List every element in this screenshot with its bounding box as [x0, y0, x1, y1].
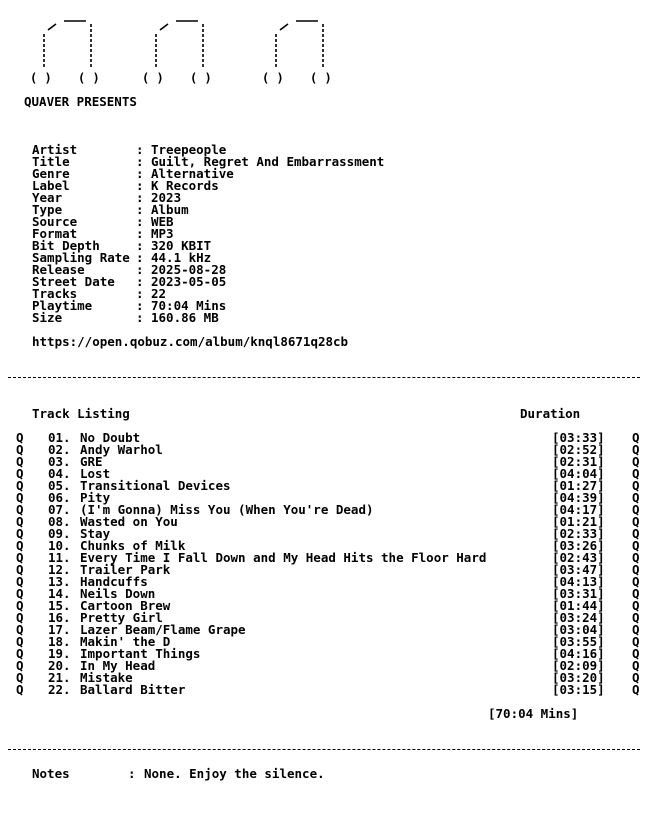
- info-separator: :: [136, 286, 144, 301]
- track-marker-right: Q: [632, 562, 640, 577]
- track-marker-right: Q: [632, 514, 640, 529]
- info-separator: :: [136, 178, 144, 193]
- info-value: 320 KBIT: [151, 238, 212, 253]
- track-duration: [03:24]: [552, 610, 605, 625]
- track-marker-right: Q: [632, 466, 640, 481]
- info-separator: :: [136, 310, 144, 325]
- track-marker-left: Q: [16, 682, 24, 697]
- info-label: Tracks: [32, 286, 78, 301]
- track-title: GRE: [80, 454, 103, 469]
- notes-label: Notes: [32, 766, 70, 781]
- track-title: Neils Down: [80, 586, 156, 601]
- info-separator: :: [136, 250, 144, 265]
- track-marker-right: Q: [632, 430, 640, 445]
- track-listing-heading: Track Listing: [32, 406, 130, 421]
- track-marker-right: Q: [632, 658, 640, 673]
- track-marker-right: Q: [632, 526, 640, 541]
- track-marker-right: Q: [632, 646, 640, 661]
- track-duration: [02:43]: [552, 550, 605, 565]
- track-number: 05.: [48, 478, 71, 493]
- info-value: Alternative: [151, 166, 234, 181]
- album-url[interactable]: https://open.qobuz.com/album/knql8671q28cb: [32, 334, 349, 349]
- track-marker-right: Q: [632, 550, 640, 565]
- track-duration: [02:09]: [552, 658, 605, 673]
- info-separator: :: [136, 298, 144, 313]
- track-marker-right: Q: [632, 502, 640, 517]
- total-duration: [70:04 Mins]: [488, 706, 579, 721]
- track-title: Handcuffs: [80, 574, 148, 589]
- track-duration: [01:27]: [552, 478, 605, 493]
- info-value: Guilt, Regret And Embarrassment: [151, 154, 385, 169]
- track-duration: [03:31]: [552, 586, 605, 601]
- track-marker-right: Q: [632, 478, 640, 493]
- track-number: 04.: [48, 466, 71, 481]
- track-number: 06.: [48, 490, 71, 505]
- track-number: 02.: [48, 442, 71, 457]
- track-marker-right: Q: [632, 610, 640, 625]
- track-number: 15.: [48, 598, 71, 613]
- svg-text:( ): ( ): [262, 71, 284, 85]
- track-title: Cartoon Brew: [80, 598, 171, 613]
- track-marker-left: Q: [16, 526, 24, 541]
- track-duration: [03:20]: [552, 670, 605, 685]
- track-duration: [03:33]: [552, 430, 605, 445]
- track-marker-left: Q: [16, 430, 24, 445]
- track-marker-left: Q: [16, 442, 24, 457]
- info-separator: :: [136, 226, 144, 241]
- track-marker-right: Q: [632, 454, 640, 469]
- track-marker-left: Q: [16, 562, 24, 577]
- track-marker-right: Q: [632, 574, 640, 589]
- track-marker-right: Q: [632, 670, 640, 685]
- info-label: Bit Depth: [32, 238, 100, 253]
- svg-text:( ): ( ): [310, 71, 332, 85]
- track-marker-right: Q: [632, 538, 640, 553]
- track-duration: [04:13]: [552, 574, 605, 589]
- info-label: Artist: [32, 142, 78, 157]
- track-duration: [02:31]: [552, 454, 605, 469]
- info-value: MP3: [151, 226, 174, 241]
- track-number: 13.: [48, 574, 71, 589]
- track-marker-left: Q: [16, 658, 24, 673]
- svg-text:( ): ( ): [142, 71, 164, 85]
- info-row: [0, 312, 648, 324]
- info-row: [0, 216, 648, 228]
- track-title: Pity: [80, 490, 111, 505]
- info-value: 2025-08-28: [151, 262, 227, 277]
- track-number: 18.: [48, 634, 71, 649]
- info-value: WEB: [151, 214, 174, 229]
- track-title: Mistake: [80, 670, 133, 685]
- info-row: [0, 204, 648, 216]
- track-title: In My Head: [80, 658, 156, 673]
- info-value: 160.86 MB: [151, 310, 219, 325]
- track-duration: [02:33]: [552, 526, 605, 541]
- track-marker-left: Q: [16, 622, 24, 637]
- track-title: Lost: [80, 466, 111, 481]
- track-marker-left: Q: [16, 502, 24, 517]
- info-separator: :: [136, 262, 144, 277]
- info-label: Sampling Rate: [32, 250, 130, 265]
- track-number: 12.: [48, 562, 71, 577]
- info-label: Title: [32, 154, 70, 169]
- track-duration: [04:17]: [552, 502, 605, 517]
- track-duration: [03:55]: [552, 634, 605, 649]
- track-title: No Doubt: [80, 430, 141, 445]
- info-separator: :: [136, 154, 144, 169]
- track-number: 16.: [48, 610, 71, 625]
- info-row: [0, 300, 648, 312]
- info-separator: :: [136, 166, 144, 181]
- track-marker-right: Q: [632, 586, 640, 601]
- track-title: Ballard Bitter: [80, 682, 186, 697]
- track-duration: [04:04]: [552, 466, 605, 481]
- track-marker-left: Q: [16, 454, 24, 469]
- track-number: 22.: [48, 682, 71, 697]
- track-marker-left: Q: [16, 610, 24, 625]
- track-number: 01.: [48, 430, 71, 445]
- track-number: 17.: [48, 622, 71, 637]
- track-duration: [01:44]: [552, 598, 605, 613]
- svg-text:( ): ( ): [30, 71, 52, 85]
- track-duration: [02:52]: [552, 442, 605, 457]
- track-marker-left: Q: [16, 646, 24, 661]
- track-title: Every Time I Fall Down and My Head Hits the Floor Hard: [80, 550, 487, 565]
- track-marker-left: Q: [16, 550, 24, 565]
- track-duration: [03:26]: [552, 538, 605, 553]
- track-duration: [03:47]: [552, 562, 605, 577]
- track-number: 20.: [48, 658, 71, 673]
- info-value: Treepeople: [151, 142, 227, 157]
- track-row: [0, 684, 648, 696]
- track-title: Stay: [80, 526, 111, 541]
- track-title: Pretty Girl: [80, 610, 163, 625]
- track-marker-right: Q: [632, 622, 640, 637]
- quaver-notes-icon: [28, 14, 348, 86]
- info-value: 70:04 Mins: [151, 298, 227, 313]
- info-separator: :: [136, 190, 144, 205]
- svg-text:( ): ( ): [190, 71, 212, 85]
- info-row: [0, 168, 648, 180]
- svg-text:( ): ( ): [78, 71, 100, 85]
- track-title: Chunks of Milk: [80, 538, 186, 553]
- track-marker-left: Q: [16, 478, 24, 493]
- notes-value: None. Enjoy the silence.: [144, 766, 325, 781]
- track-title: Trailer Park: [80, 562, 171, 577]
- track-number: 09.: [48, 526, 71, 541]
- track-marker-left: Q: [16, 490, 24, 505]
- track-number: 03.: [48, 454, 71, 469]
- info-value: K Records: [151, 178, 219, 193]
- track-number: 07.: [48, 502, 71, 517]
- divider-bottom: [8, 749, 640, 750]
- track-title: Lazer Beam/Flame Grape: [80, 622, 246, 637]
- info-label: Genre: [32, 166, 70, 181]
- track-marker-left: Q: [16, 598, 24, 613]
- track-title: Important Things: [80, 646, 201, 661]
- track-number: 10.: [48, 538, 71, 553]
- info-label: Street Date: [32, 274, 115, 289]
- track-title: Andy Warhol: [80, 442, 163, 457]
- info-label: Type: [32, 202, 63, 217]
- info-value: Album: [151, 202, 189, 217]
- info-row: [0, 288, 648, 300]
- track-duration: [01:21]: [552, 514, 605, 529]
- track-marker-left: Q: [16, 514, 24, 529]
- track-title: Transitional Devices: [80, 478, 231, 493]
- info-label: Playtime: [32, 298, 93, 313]
- info-label: Release: [32, 262, 85, 277]
- info-label: Size: [32, 310, 63, 325]
- track-number: 14.: [48, 586, 71, 601]
- info-label: Format: [32, 226, 78, 241]
- info-separator: :: [136, 202, 144, 217]
- track-marker-right: Q: [632, 598, 640, 613]
- info-separator: :: [136, 214, 144, 229]
- track-number: 08.: [48, 514, 71, 529]
- track-marker-right: Q: [632, 634, 640, 649]
- info-row: [0, 276, 648, 288]
- track-title: Wasted on You: [80, 514, 178, 529]
- info-label: Source: [32, 214, 78, 229]
- track-marker-left: Q: [16, 466, 24, 481]
- track-number: 11.: [48, 550, 71, 565]
- quaver-logo: [28, 14, 348, 86]
- track-duration: [03:15]: [552, 682, 605, 697]
- track-duration: [04:39]: [552, 490, 605, 505]
- info-label: Label: [32, 178, 70, 193]
- track-marker-right: Q: [632, 682, 640, 697]
- info-separator: :: [136, 238, 144, 253]
- duration-heading: Duration: [520, 406, 581, 421]
- notes-separator: :: [128, 766, 136, 781]
- info-row: [0, 192, 648, 204]
- info-label: Year: [32, 190, 63, 205]
- track-marker-left: Q: [16, 586, 24, 601]
- track-number: 21.: [48, 670, 71, 685]
- track-duration: [03:04]: [552, 622, 605, 637]
- info-row: [0, 252, 648, 264]
- track-marker-right: Q: [632, 490, 640, 505]
- track-marker-left: Q: [16, 538, 24, 553]
- divider-top: [8, 377, 640, 378]
- info-value: 2023: [151, 190, 182, 205]
- track-duration: [04:16]: [552, 646, 605, 661]
- track-number: 19.: [48, 646, 71, 661]
- info-value: 2023-05-05: [151, 274, 227, 289]
- track-marker-left: Q: [16, 670, 24, 685]
- info-separator: :: [136, 142, 144, 157]
- info-separator: :: [136, 274, 144, 289]
- track-marker-left: Q: [16, 574, 24, 589]
- info-row: [0, 180, 648, 192]
- track-title: Makin' the D: [80, 634, 171, 649]
- track-marker-right: Q: [632, 442, 640, 457]
- info-value: 22: [151, 286, 167, 301]
- info-row: [0, 156, 648, 168]
- track-marker-left: Q: [16, 634, 24, 649]
- info-value: 44.1 kHz: [151, 250, 212, 265]
- presents-title: QUAVER PRESENTS: [24, 94, 137, 109]
- track-title: (I'm Gonna) Miss You (When You're Dead): [80, 502, 374, 517]
